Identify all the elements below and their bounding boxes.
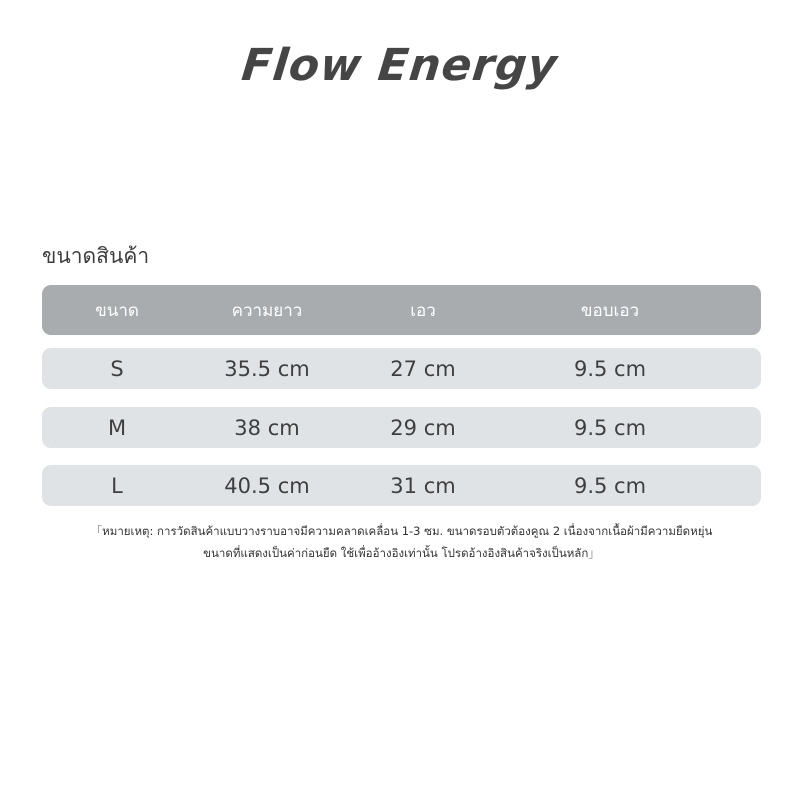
logo-text: Flow Energy — [239, 39, 561, 91]
size-cell: M — [107, 415, 127, 440]
table-row — [42, 348, 761, 389]
size-table-header — [42, 285, 761, 335]
column-header-waistband: ขอบเอว — [580, 300, 640, 321]
measurement-note — [42, 520, 761, 564]
column-header-length: ความยาว — [231, 300, 303, 321]
waistband-cell: 9.5 cm — [573, 415, 647, 440]
table-row — [42, 465, 761, 506]
note-line-2: ขนาดที่แสดงเป็นค่าก่อนยืด ใช้เพื่ออ้างอิงเท่านั้น โปรดอ้างอิงสินค้าจริงเป็นหลัก」 — [203, 546, 600, 560]
waist-cell: 27 cm — [390, 356, 456, 381]
table-row — [42, 407, 761, 448]
waist-cell: 29 cm — [390, 415, 456, 440]
waistband-cell: 9.5 cm — [573, 356, 647, 381]
size-cell: S — [110, 356, 124, 381]
length-cell: 40.5 cm — [224, 473, 310, 498]
brand-logo — [0, 30, 800, 100]
size-cell: L — [111, 473, 123, 498]
waistband-cell: 9.5 cm — [573, 473, 647, 498]
length-cell: 38 cm — [234, 415, 300, 440]
size-section-title: ขนาดสินค้า — [42, 244, 150, 268]
column-header-waist: เอว — [410, 300, 436, 321]
column-header-size: ขนาด — [95, 300, 139, 321]
waist-cell: 31 cm — [390, 473, 456, 498]
note-line-1: 「หมายเหตุ: การวัดสินค้าแบบวางราบอาจมีความคลาดเคลื่อน 1-3 ซม. ขนาดรอบตัวต้องคูณ 2 เนื่องจากเนื้อผ้ามีความยืดหยุ่น — [90, 524, 713, 538]
length-cell: 35.5 cm — [224, 356, 310, 381]
